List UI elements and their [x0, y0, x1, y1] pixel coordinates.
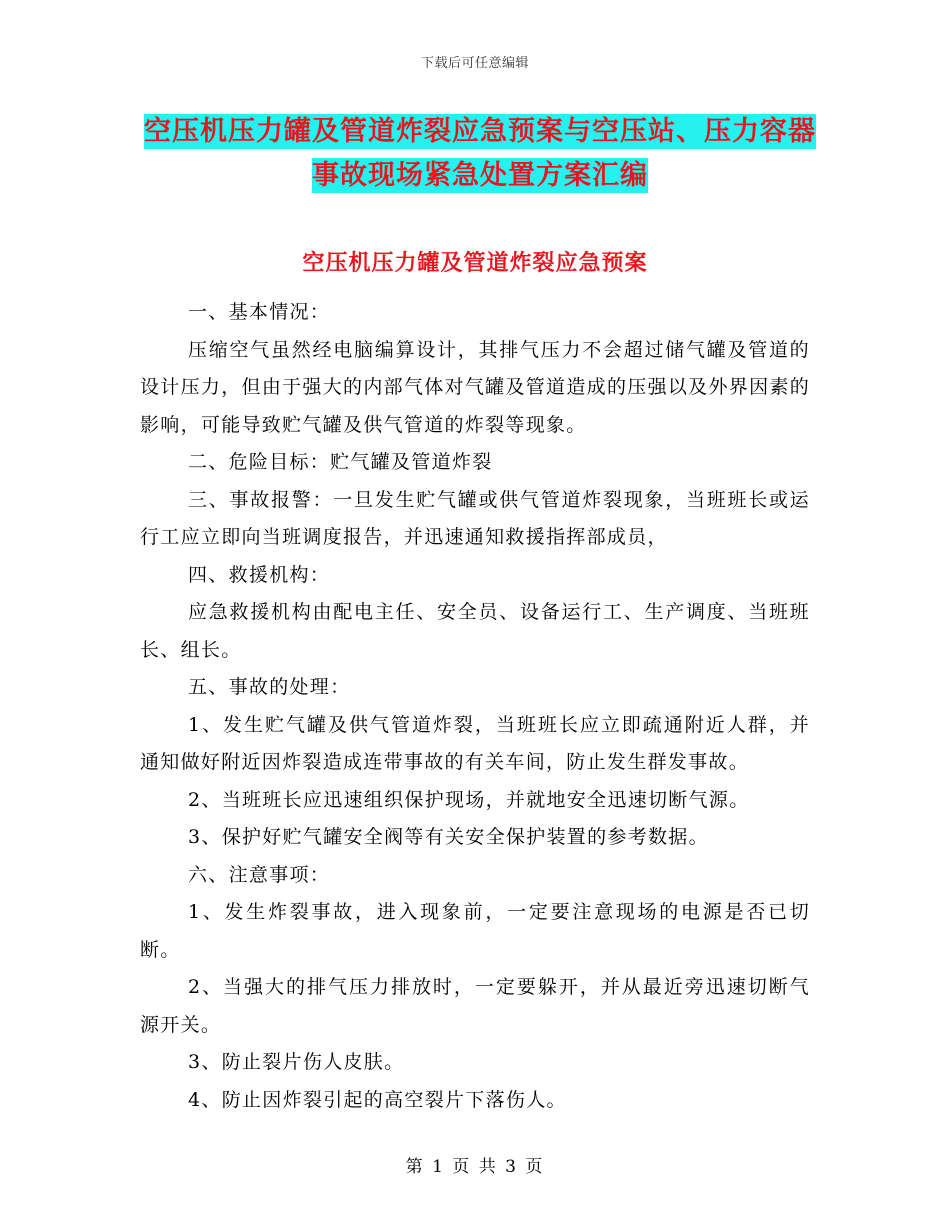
page-footer: 第 1 页 共 3 页 [405, 1157, 545, 1177]
paragraph: 二、危险目标：贮气罐及管道炸裂 [188, 451, 493, 473]
section-title: 空压机压力罐及管道炸裂应急预案 [302, 250, 648, 276]
body-text [140, 294, 810, 1119]
document-title-text: 空压机压力罐及管道炸裂应急预案与空压站、压力容器事故现场紧急处置方案汇编 [144, 116, 816, 191]
paragraph: 一、基本情况： [188, 301, 331, 323]
paragraph: 2、当班班长应迅速组织保护现场，并就地安全迅速切断气源。 [188, 788, 750, 811]
paragraph: 3、保护好贮气罐安全阀等有关安全保护装置的参考数据。 [188, 826, 709, 848]
paragraph: 1、发生贮气罐及供气管道炸裂，当班班长应立即疏通附近人群，并通知做好附近因炸裂造成连带事故的有关车间，防止发生群发事故。 [140, 713, 810, 773]
paragraph: 应急救援机构由配电主任、安全员、设备运行工、生产调度、当班班长、组长。 [140, 601, 810, 661]
paragraph: 五、事故的处理： [188, 676, 351, 698]
paragraph: 4、防止因炸裂引起的高空裂片下落伤人。 [188, 1088, 567, 1111]
paragraph: 三、事故报警：一旦发生贮气罐或供气管道炸裂现象，当班班长或运行工应立即向当班调度报告，并迅速通知救援指挥部成员， [140, 488, 810, 548]
paragraph: 四、救援机构： [188, 563, 331, 586]
paragraph: 2、当强大的排气压力排放时，一定要躲开，并从最近旁迅速切断气源开关。 [140, 976, 810, 1036]
document-title [140, 110, 820, 198]
paragraph: 六、注意事项： [188, 863, 331, 886]
header-note: 下载后可任意编辑 [420, 56, 529, 71]
paragraph: 3、防止裂片伤人皮肤。 [188, 1051, 405, 1073]
paragraph: 压缩空气虽然经电脑编算设计，其排气压力不会超过储气罐及管道的设计压力，但由于强大的内部气体对气罐及管道造成的压强以及外界因素的影响，可能导致贮气罐及供气管道的炸裂等现象。 [140, 338, 810, 436]
paragraph: 1、发生炸裂事故，进入现象前，一定要注意现场的电源是否已切断。 [140, 901, 810, 961]
